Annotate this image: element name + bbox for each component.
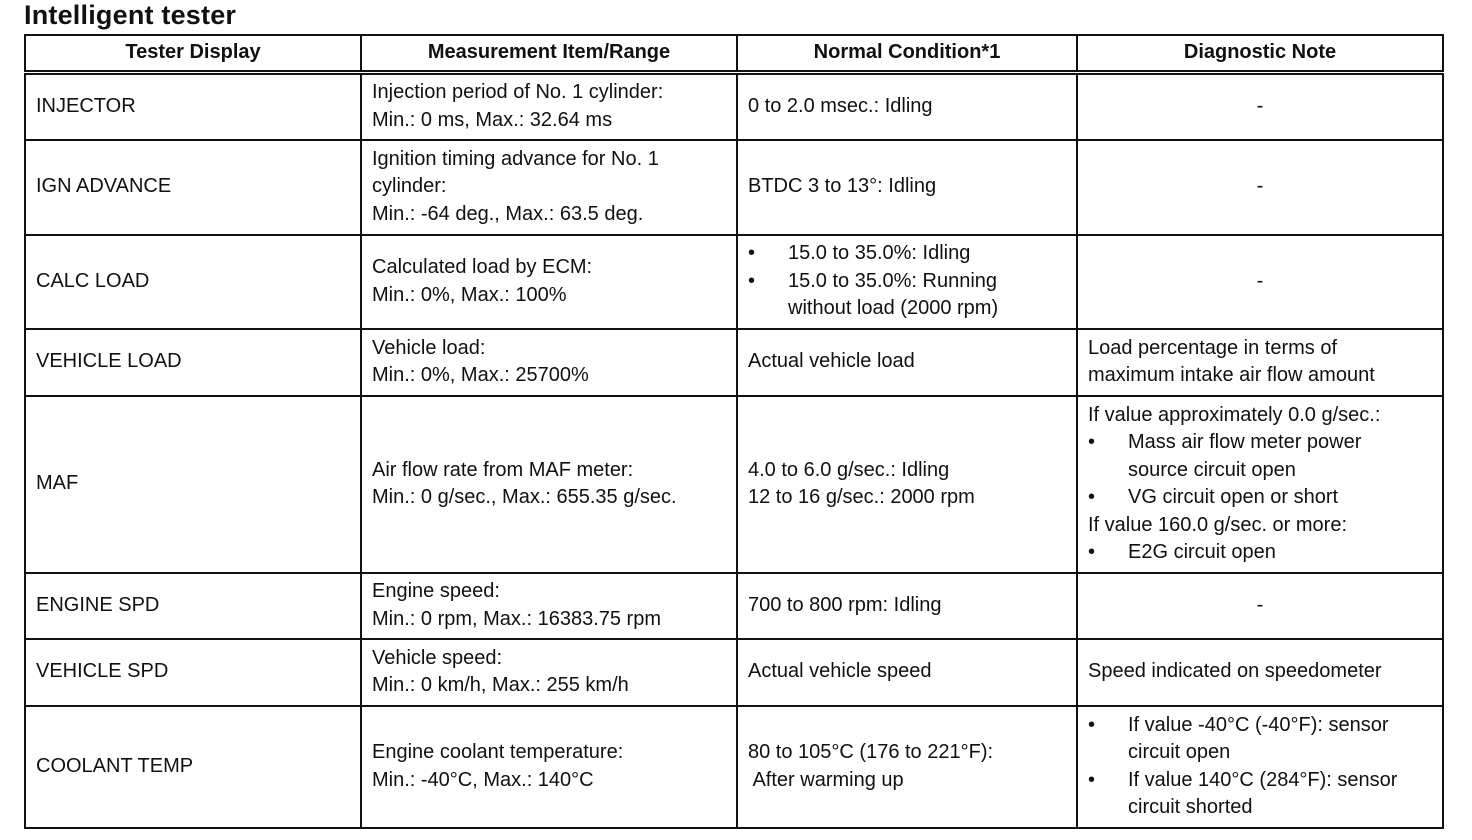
measurement-cell: Injection period of No. 1 cylinder: Min.: 0 ms, Max.: 32.64 ms (361, 73, 737, 140)
list-item: • VG circuit open or short (1088, 486, 1339, 508)
list-item: • Mass air flow meter power (1088, 431, 1362, 453)
table-row (25, 396, 1443, 573)
tester-display-cell: CALC LOAD (25, 235, 361, 329)
tester-display-cell: VEHICLE SPD (25, 639, 361, 706)
diagnostic-note-cell: - (1077, 235, 1443, 329)
normal-condition-cell: 4.0 to 6.0 g/sec.: Idling 12 to 16 g/sec.: 2000 rpm (737, 396, 1077, 573)
diagnostic-note-cell: If value approximately 0.0 g/sec.: • Mass air flow meter power source circuit open • VG circuit open or short If value 160.0 g/sec. or more: • E2G circuit open (1077, 396, 1443, 573)
header-normal-condition: Normal Condition*1 (737, 35, 1077, 73)
measurement-cell: Calculated load by ECM: Min.: 0%, Max.: 100% (361, 235, 737, 329)
list-item: • If value 140°C (284°F): sensor (1088, 768, 1398, 791)
tester-display-cell: ENGINE SPD (25, 573, 361, 639)
measurement-cell: Ignition timing advance for No. 1 cylinder: Min.: -64 deg., Max.: 63.5 deg. (361, 140, 737, 235)
data-table (24, 34, 1444, 829)
table-row (25, 706, 1443, 828)
header-measurement-item: Measurement Item/Range (361, 35, 737, 73)
list-item: • 15.0 to 35.0%: Running (748, 269, 998, 292)
measurement-cell: Vehicle load: Min.: 0%, Max.: 25700% (361, 329, 737, 396)
diagnostic-note-cell: Load percentage in terms of maximum intake air flow amount (1077, 329, 1443, 396)
diagnostic-note-cell: Speed indicated on speedometer (1077, 639, 1443, 706)
diagnostic-note-cell: - (1077, 573, 1443, 639)
measurement-cell: Engine coolant temperature: Min.: -40°C, Max.: 140°C (361, 706, 737, 828)
normal-condition-cell: • 15.0 to 35.0%: Idling • 15.0 to 35.0%: Running without load (2000 rpm) (737, 235, 1077, 329)
measurement-cell: Air flow rate from MAF meter: Min.: 0 g/sec., Max.: 655.35 g/sec. (361, 396, 737, 573)
measurement-cell: Vehicle speed: Min.: 0 km/h, Max.: 255 km/h (361, 639, 737, 706)
normal-condition-cell: BTDC 3 to 13°: Idling (737, 140, 1077, 235)
header-tester-display: Tester Display (25, 35, 361, 73)
list-item: • If value -40°C (-40°F): sensor (1088, 713, 1389, 736)
normal-condition-cell: 0 to 2.0 msec.: Idling (737, 73, 1077, 140)
normal-condition-cell: Actual vehicle speed (737, 639, 1077, 706)
header-diagnostic-note: Diagnostic Note (1077, 35, 1443, 73)
table-row (25, 573, 1443, 639)
table-row (25, 235, 1443, 329)
measurement-cell: Engine speed: Min.: 0 rpm, Max.: 16383.75 rpm (361, 573, 737, 639)
normal-condition-cell: 80 to 105°C (176 to 221°F): After warming up (737, 706, 1077, 828)
list-item: • E2G circuit open (1088, 541, 1276, 563)
section-title: Intelligent tester (24, 0, 237, 30)
table-row (25, 73, 1443, 140)
diagnostic-note-cell: - (1077, 73, 1443, 140)
tester-display-cell: COOLANT TEMP (25, 706, 361, 828)
normal-condition-cell: 700 to 800 rpm: Idling (737, 573, 1077, 639)
normal-condition-cell: Actual vehicle load (737, 329, 1077, 396)
table-row (25, 140, 1443, 235)
table-header-row (25, 35, 1443, 73)
tester-display-cell: VEHICLE LOAD (25, 329, 361, 396)
diagnostic-note-cell: - (1077, 140, 1443, 235)
table-row (25, 329, 1443, 396)
tester-display-cell: MAF (25, 396, 361, 573)
tester-display-cell: INJECTOR (25, 73, 361, 140)
diagnostic-note-cell: • If value -40°C (-40°F): sensor circuit open • If value 140°C (284°F): sensor circuit shorted (1077, 706, 1443, 828)
list-item: • 15.0 to 35.0%: Idling (748, 242, 971, 265)
table-row (25, 639, 1443, 706)
tester-display-cell: IGN ADVANCE (25, 140, 361, 235)
